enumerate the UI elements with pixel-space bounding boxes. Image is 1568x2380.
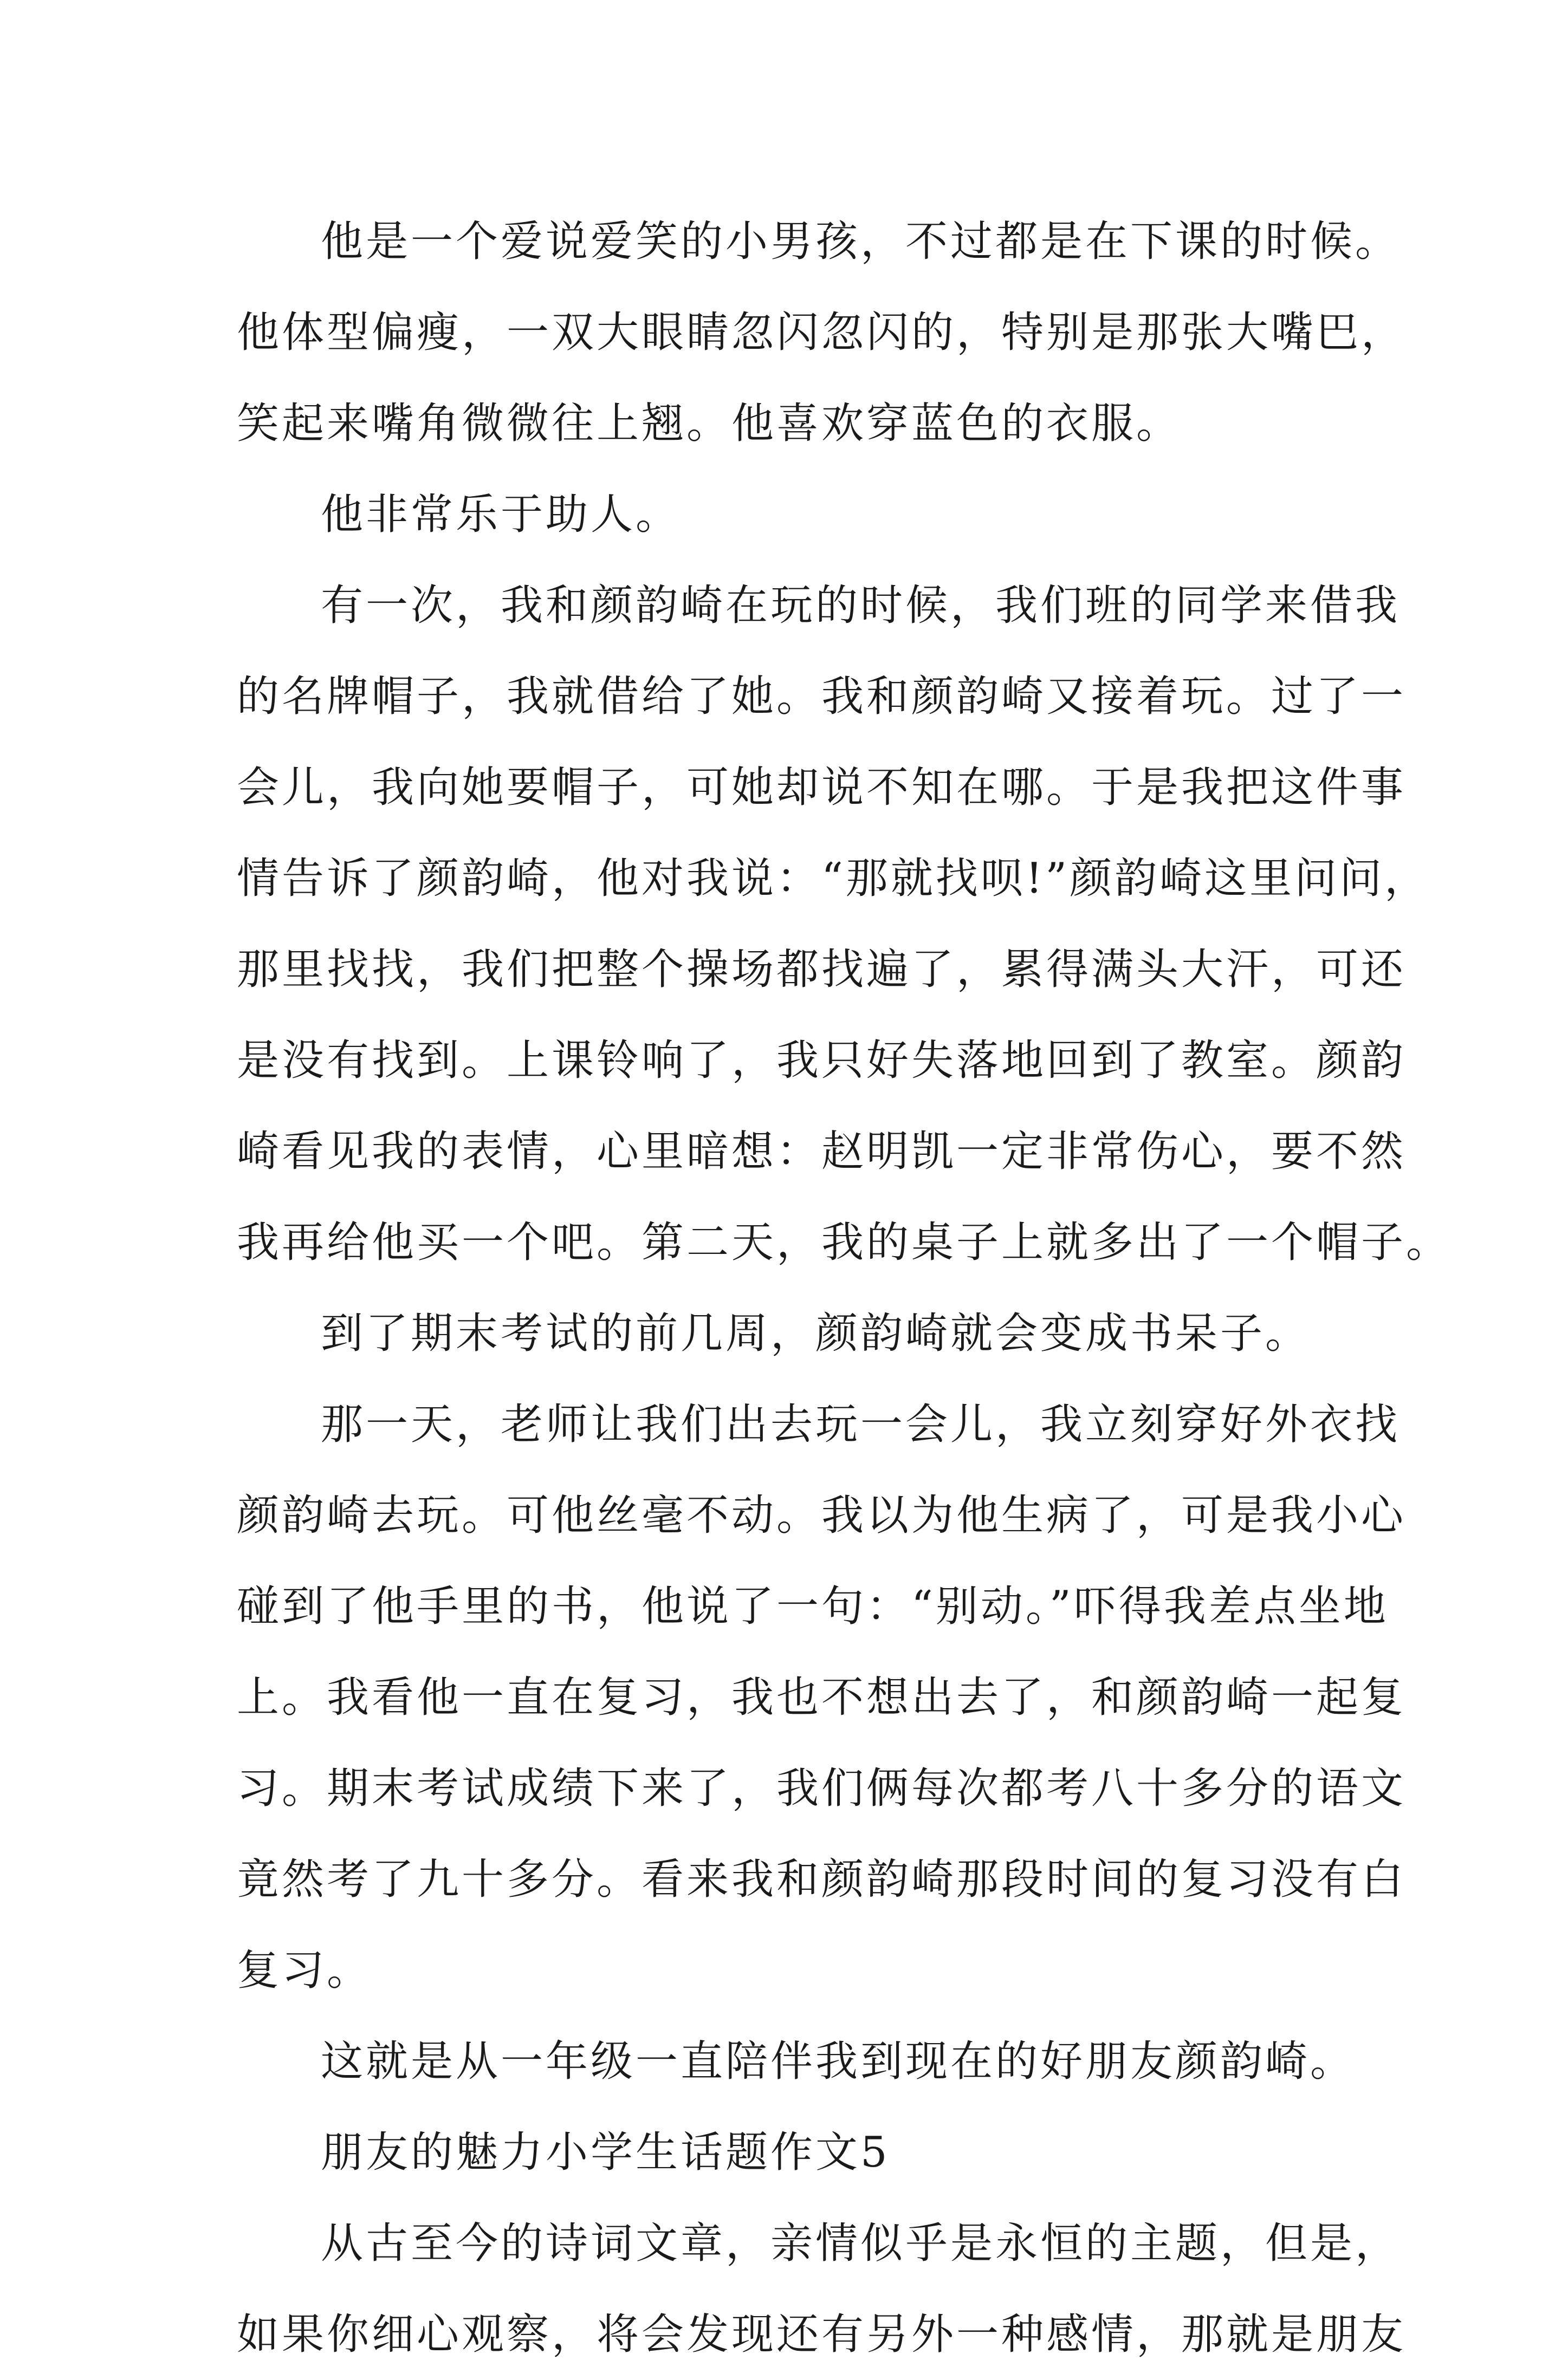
paragraph-line: 他非常乐于助人。 xyxy=(321,490,681,539)
paragraph-line: 崎看见我的表情，心里暗想：赵明凯一定非常伤心，要不然 xyxy=(237,1127,1407,1176)
paragraph-line: 复习。 xyxy=(237,1946,372,1995)
paragraph-line: 有一次，我和颜韵崎在玩的时候，我们班的同学来借我 xyxy=(321,581,1401,630)
paragraph-line: 如果你细心观察，将会发现还有另外一种感情，那就是朋友 xyxy=(237,2310,1407,2359)
paragraph-line: 从古至今的诗词文章，亲情似乎是永恒的主题，但是， xyxy=(321,2219,1401,2268)
paragraph-line: 那里找找，我们把整个操场都找遍了，累得满头大汗，可还 xyxy=(237,945,1407,994)
paragraph-line: 碰到了他手里的书，他说了一句：“别动。”吓得我差点坐地 xyxy=(237,1582,1389,1631)
paragraph-line: 会儿，我向她要帽子，可她却说不知在哪。于是我把这件事 xyxy=(237,763,1407,812)
paragraph-line: 习。期末考试成绩下来了，我们俩每次都考八十多分的语文 xyxy=(237,1764,1407,1813)
essay-title: 朋友的魅力小学生话题作文5 xyxy=(321,2128,890,2177)
paragraph-line: 的名牌帽子，我就借给了她。我和颜韵崎又接着玩。过了一 xyxy=(237,672,1407,721)
paragraph-line: 竟然考了九十多分。看来我和颜韵崎那段时间的复习没有白 xyxy=(237,1855,1407,1904)
paragraph-line: 到了期末考试的前几周，颜韵崎就会变成书呆子。 xyxy=(321,1309,1311,1358)
paragraph-line: 颜韵崎去玩。可他丝毫不动。我以为他生病了，可是我小心 xyxy=(237,1491,1407,1540)
paragraph-line: 情告诉了颜韵崎，他对我说：“那就找呗!”颜韵崎这里问问， xyxy=(237,854,1430,903)
paragraph-line: 笑起来嘴角微微往上翘。他喜欢穿蓝色的衣服。 xyxy=(237,399,1182,448)
paragraph-line: 是没有找到。上课铃响了，我只好失落地回到了教室。颜韵 xyxy=(237,1036,1407,1085)
paragraph-line: 上。我看他一直在复习，我也不想出去了，和颜韵崎一起复 xyxy=(237,1673,1407,1722)
paragraph-line: 我再给他买一个吧。第二天，我的桌子上就多出了一个帽子。 xyxy=(237,1218,1452,1267)
paragraph-line: 那一天，老师让我们出去玩一会儿，我立刻穿好外衣找 xyxy=(321,1400,1401,1449)
paragraph-line: 他体型偏瘦，一双大眼睛忽闪忽闪的，特别是那张大嘴巴， xyxy=(237,308,1407,357)
paragraph-line: 他是一个爱说爱笑的小男孩，不过都是在下课的时候。 xyxy=(321,217,1401,266)
paragraph-line: 这就是从一年级一直陪伴我到现在的好朋友颜韵崎。 xyxy=(321,2037,1356,2086)
document-body xyxy=(237,196,1452,2380)
